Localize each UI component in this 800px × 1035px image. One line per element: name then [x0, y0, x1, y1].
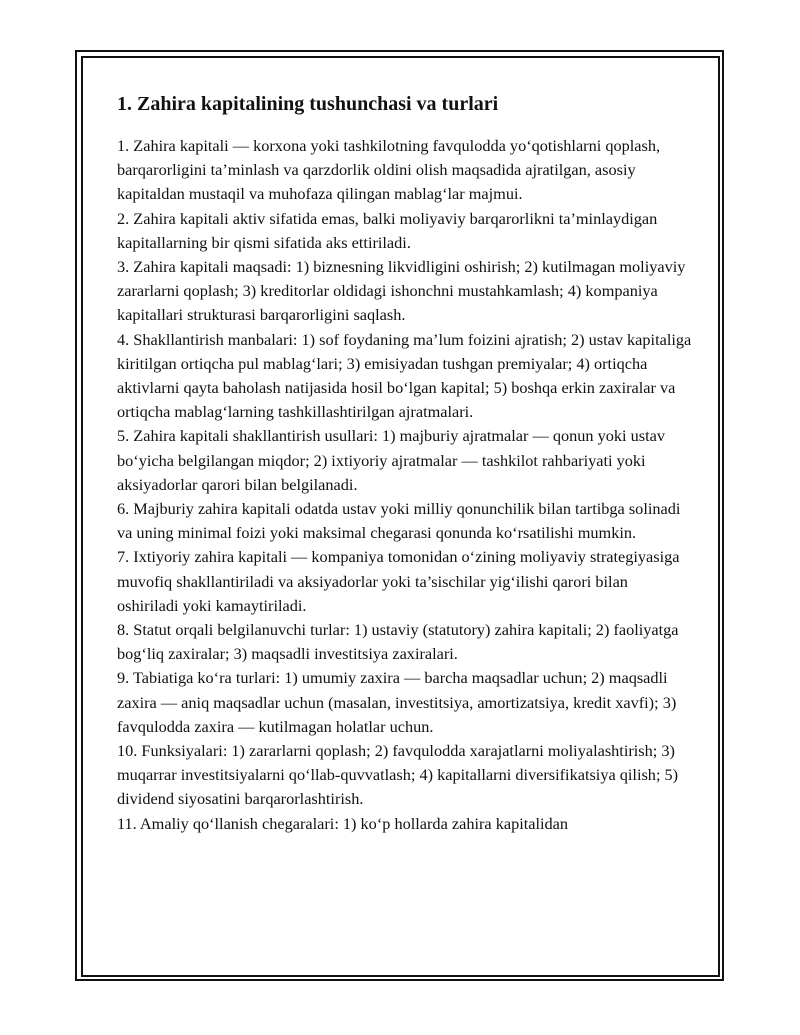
paragraph-7: 7. Ixtiyoriy zahira kapitali — kompaniya tomonidan o‘zining moliyaviy strategiyasiga muvofiq shakllantiriladi va aksiyadorlar yoki ta’sischilar yig‘ilishi qarori bilan oshiriladi yoki kamaytiriladi.: [117, 547, 680, 615]
paragraph-6: 6. Majburiy zahira kapitali odatda ustav yoki milliy qonunchilik bilan tartibga solinadi va uning minimal foizi yoki maksimal chegarasi qonunda ko‘rsatilishi mumkin.: [117, 499, 681, 543]
document-body: [117, 90, 692, 836]
paragraph-5: 5. Zahira kapitali shakllantirish usullari: 1) majburiy ajratmalar — qonun yoki ustav bo‘yicha belgilangan miqdor; 2) ixtiyoriy ajratmalar — tashkilot rahbariyati yoki aksiyadorlar qarori bilan belgilanadi.: [117, 426, 666, 494]
paragraph-10: 10. Funksiyalari: 1) zararlarni qoplash; 2) favqulodda xarajatlarni moliyalashtirish; 3) muqarrar investitsiyalarni qo‘llab-quvvatlash; 4) kapitallarni diversifikatsiya qilish; 5) dividend siyosatini barqarorlashtirish.: [117, 741, 679, 809]
paragraph-3: 3. Zahira kapitali maqsadi: 1) biznesning likvidligini oshirish; 2) kutilmagan moliyaviy zararlarni qoplash; 3) kreditorlar oldidagi ishonchni mustahkamlash; 4) kompaniya kapitallari strukturasi barqarorligini saqlash.: [117, 257, 686, 325]
paragraph-9: 9. Tabiatiga ko‘ra turlari: 1) umumiy zaxira — barcha maqsadlar uchun; 2) maqsadli zaxira — aniq maqsadlar uchun (masalan, investitsiya, amortizatsiya, kredit xavfi); 3) favqulodda zaxira — kutilmagan holatlar uchun.: [117, 668, 677, 736]
paragraph-11: 11. Amaliy qo‘llanish chegaralari: 1) ko‘p hollarda zahira kapitalidan: [117, 813, 569, 833]
paragraph-4: 4. Shakllantirish manbalari: 1) sof foydaning ma’lum foizini ajratish; 2) ustav kapitaliga kiritilgan ortiqcha pul mablag‘lari; 3) emisiyadan tushgan premiyalar; 4) ortiqcha aktivlarni qayta baholash natijasida hosil bo‘lgan kapital; 5) boshqa erkin zaxiralar va ortiqcha mablag‘larning tashkillashtirilgan ajratmalari.: [117, 329, 692, 422]
section-heading: 1. Zahira kapitalining tushunchasi va turlari: [117, 93, 499, 115]
paragraph-8: 8. Statut orqali belgilanuvchi turlar: 1) ustaviy (statutory) zahira kapitali; 2) faoliyatga bog‘liq zaxiralar; 3) maqsadli investitsiya zaxiralari.: [117, 620, 679, 664]
paragraph-1: 1. Zahira kapitali — korxona yoki tashkilotning favqulodda yo‘qotishlarni qoplash, barqarorligini ta’minlash va qarzdorlik oldini olish maqsadida ajratilgan, asosiy kapitaldan mustaqil va muhofaza qilingan mablag‘lar majmui.: [117, 136, 661, 204]
paragraph-2: 2. Zahira kapitali aktiv sifatida emas, balki moliyaviy barqarorlikni ta’minlaydigan kapitallarning bir qismi sifatida aks ettiriladi.: [117, 208, 658, 252]
